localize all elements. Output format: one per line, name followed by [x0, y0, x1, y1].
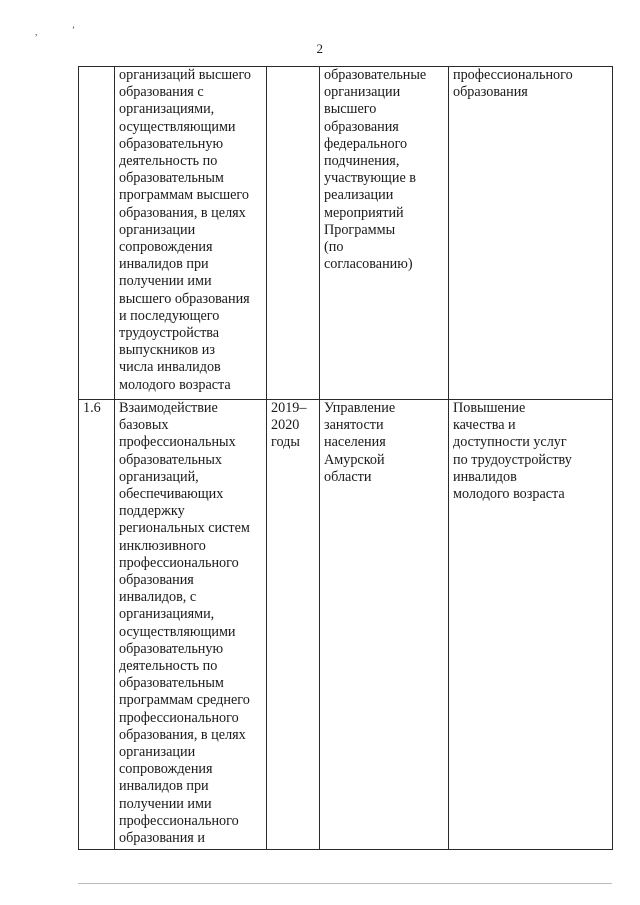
- cell-number: [79, 67, 115, 400]
- scan-mark: ʼ: [72, 25, 75, 35]
- activities-table: [78, 66, 613, 850]
- table-row: [79, 400, 613, 850]
- cell-period: [267, 67, 320, 400]
- page-bottom-rule: [78, 883, 612, 884]
- cell-executor: образовательные организации высшего образования федерального подчинения, участвующие в реализации мероприятий Программы (по согласованию): [320, 67, 449, 400]
- cell-result: профессионального образования: [449, 67, 613, 400]
- cell-executor: Управление занятости населения Амурской области: [320, 400, 449, 850]
- cell-result: Повышение качества и доступности услуг по трудоустройству инвалидов молодого возраста: [449, 400, 613, 850]
- table-row: [79, 67, 613, 400]
- cell-number: 1.6: [79, 400, 115, 850]
- page-number: 2: [316, 41, 324, 56]
- scan-mark: ,: [35, 27, 38, 37]
- cell-activity: организаций высшего образования с организациями, осуществляющими образовательную деятельность по образовательным программам высшего образования, в целях организации сопровождения инвалидов при получении ими высшего образования и последующего трудоустройства выпускников из числа инвалидов молодого возраста: [115, 67, 267, 400]
- cell-period: 2019– 2020 годы: [267, 400, 320, 850]
- cell-activity: Взаимодействие базовых профессиональных образовательных организаций, обеспечивающих поддержку региональных систем инклюзивного профессионального образования инвалидов, с организациями, осуществляющими образовательную деятельность по образовательным программам среднего профессионального образования, в целях организации сопровождения инвалидов при получении ими профессионального образования и: [115, 400, 267, 850]
